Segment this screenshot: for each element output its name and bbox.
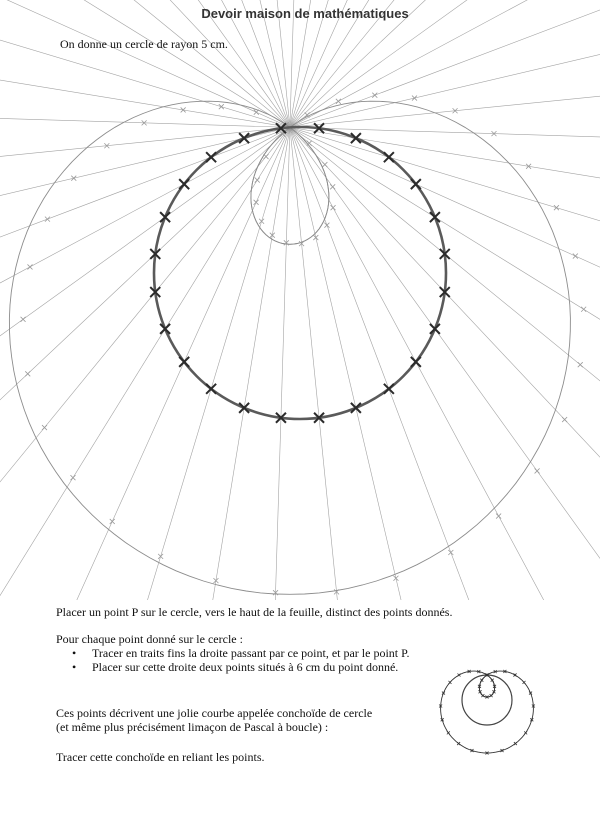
construction-line	[0, 47, 600, 272]
curve-description-line1: Ces points décrivent une jolie courbe appelée conchoïde de cercle	[56, 706, 373, 720]
cross-mark-icon	[562, 417, 567, 422]
limacon-outer-loop	[9, 101, 570, 594]
cross-mark-icon	[45, 217, 50, 222]
cross-mark-icon	[331, 205, 336, 210]
cross-mark-icon	[27, 264, 32, 269]
cross-mark-icon	[254, 200, 259, 205]
construction-line	[0, 0, 600, 387]
instruction-list	[72, 646, 409, 674]
cross-mark-icon	[448, 550, 453, 555]
cross-mark-icon	[71, 176, 76, 181]
list-item: • Placer sur cette droite deux points situés à 6 cm du point donné.	[72, 660, 409, 674]
cross-mark-icon	[313, 235, 318, 240]
curve-description-line2: (et même plus précisément limaçon de Pascal à boucle) :	[56, 720, 329, 734]
limacon-curve	[9, 93, 586, 595]
thumbnail-outer-loop	[441, 671, 534, 753]
cross-mark-icon	[160, 212, 170, 222]
trace-instruction: Tracer cette conchoïde en reliant les points.	[56, 750, 265, 764]
cross-mark-icon	[255, 178, 260, 183]
thumbnail-circle	[462, 675, 512, 725]
cross-mark-icon	[447, 731, 450, 734]
cross-mark-icon	[523, 681, 526, 684]
construction-line	[145, 0, 370, 600]
cross-mark-icon	[351, 133, 361, 143]
cross-mark-icon	[514, 674, 517, 677]
cross-mark-icon	[219, 104, 224, 109]
cross-mark-icon	[70, 475, 75, 480]
cross-mark-icon	[578, 362, 583, 367]
example-thumbnail	[430, 666, 540, 776]
construction-line	[53, 0, 600, 600]
cross-mark-icon	[384, 384, 394, 394]
construction-line	[262, 0, 305, 600]
cross-mark-icon	[430, 324, 440, 334]
cross-mark-icon	[42, 425, 47, 430]
cross-mark-icon	[239, 403, 249, 413]
construction-line	[240, 0, 380, 600]
cross-mark-icon	[264, 154, 269, 159]
cross-mark-icon	[351, 403, 361, 413]
cross-mark-icon	[457, 742, 460, 745]
list-item: • Tracer en traits fins la droite passant par ce point, et par le point P.	[72, 646, 409, 660]
instruction-place-point: Placer un point P sur le cercle, vers le haut de la feuille, distinct des points donnés.	[56, 605, 453, 619]
cross-mark-icon	[110, 519, 115, 524]
cross-mark-icon	[573, 254, 578, 259]
cross-mark-icon	[254, 110, 259, 115]
cross-mark-icon	[496, 514, 501, 519]
cross-mark-icon	[372, 93, 377, 98]
cross-mark-icon	[480, 679, 483, 682]
cross-mark-icon	[412, 96, 417, 101]
cross-mark-icon	[491, 679, 494, 682]
cross-mark-icon	[581, 307, 586, 312]
cross-mark-icon	[179, 179, 189, 189]
cross-mark-icon	[206, 152, 216, 162]
cross-mark-icon	[206, 384, 216, 394]
intro-text: On donne un cercle de rayon 5 cm.	[60, 37, 228, 51]
thumbnail-inner-loop	[479, 676, 494, 697]
page-title: Devoir maison de mathématiques	[201, 6, 409, 21]
cross-mark-icon	[179, 357, 189, 367]
cross-mark-icon	[336, 99, 341, 104]
cross-mark-icon	[430, 212, 440, 222]
given-points	[150, 123, 450, 423]
cross-mark-icon	[239, 133, 249, 143]
cross-mark-icon	[384, 152, 394, 162]
construction-line	[0, 13, 600, 333]
construction-line	[0, 77, 600, 217]
construction-line	[113, 0, 600, 600]
cross-mark-icon	[481, 694, 484, 697]
construction-line	[30, 0, 434, 600]
thumbnail-limacon	[441, 671, 534, 753]
cross-mark-icon	[393, 576, 398, 581]
cross-mark-icon	[158, 554, 163, 559]
cross-mark-icon	[411, 357, 421, 367]
cross-mark-icon	[322, 162, 327, 167]
cross-mark-icon	[448, 681, 451, 684]
cross-mark-icon	[554, 205, 559, 210]
cross-mark-icon	[25, 371, 30, 376]
cross-mark-icon	[259, 219, 264, 224]
thumbnail-points	[439, 670, 535, 755]
cross-mark-icon	[458, 674, 461, 677]
instruction-for-each: Pour chaque point donné sur le cercle :	[56, 632, 243, 646]
cross-mark-icon	[330, 184, 335, 189]
cross-mark-icon	[160, 324, 170, 334]
cross-mark-icon	[324, 223, 329, 228]
cross-mark-icon	[490, 694, 493, 697]
cross-mark-icon	[21, 317, 26, 322]
cross-mark-icon	[524, 731, 527, 734]
cross-mark-icon	[514, 742, 517, 745]
cross-mark-icon	[535, 468, 540, 473]
cross-mark-icon	[411, 179, 421, 189]
